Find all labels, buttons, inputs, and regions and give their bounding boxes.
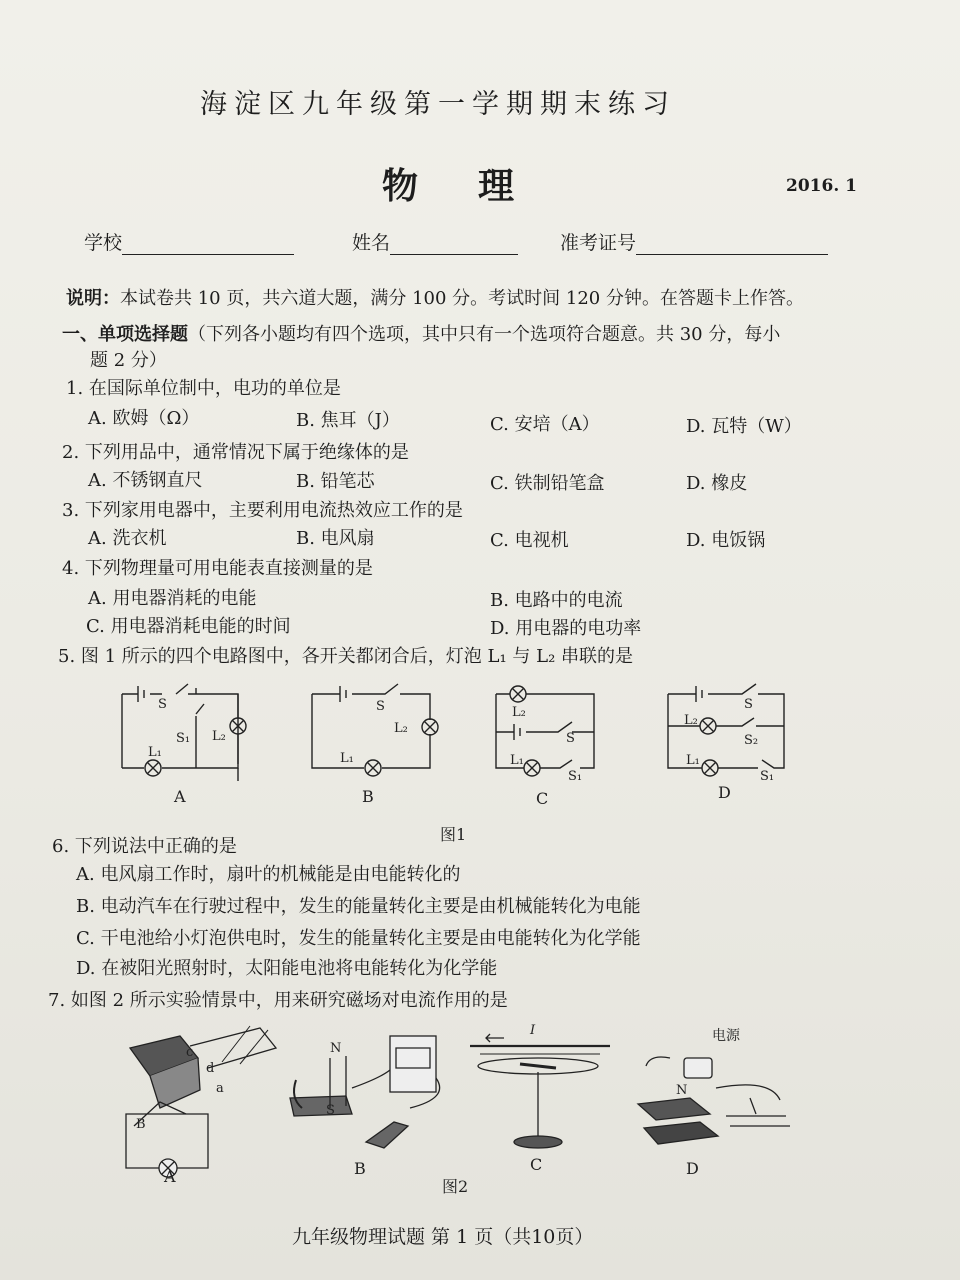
page-footer: 九年级物理试题 第 1 页（共10页） xyxy=(292,1226,594,1248)
circuit-c-s1-label: S₁ xyxy=(568,769,583,784)
exp-d-power-label: 电源 xyxy=(712,1028,740,1044)
experiment-c xyxy=(470,1034,610,1148)
circuit-d-l1-label: L₁ xyxy=(686,753,700,768)
circuit-a-panel-label: A xyxy=(174,787,186,806)
figure-1-circuits xyxy=(100,676,860,846)
q6-option-d: D. 在被阳光照射时，太阳能电池将电能转化为化学能 xyxy=(76,958,498,979)
exp-a-label-c: c xyxy=(186,1045,194,1060)
exp-c-panel-label: C xyxy=(530,1155,543,1174)
figure-1-caption: 图1 xyxy=(440,825,467,844)
experiment-d xyxy=(638,1057,790,1144)
exp-b-panel-label: B xyxy=(354,1159,366,1178)
circuit-c-s-label: S xyxy=(566,731,575,746)
q2-option-c: C. 铁制铅笔盒 xyxy=(490,473,605,494)
experiment-a xyxy=(126,1026,276,1177)
circuit-b-l1-label: L₁ xyxy=(340,751,354,766)
section-title: 一、单项选择题 xyxy=(62,324,188,345)
question-2: 2. 下列用品中，通常情况下属于绝缘体的是 xyxy=(62,442,409,463)
circuit-a-s-label: S xyxy=(158,697,167,712)
instructions-text: 本试卷共 10 页，共六道大题，满分 100 分。考试时间 120 分钟。在答题卡上作答。 xyxy=(120,288,804,309)
question-5: 5. 图 1 所示的四个电路图中，各开关都闭合后，灯泡 L₁ 与 L₂ 串联的是 xyxy=(58,646,634,667)
q4-option-b: B. 电路中的电流 xyxy=(490,590,623,611)
q2-option-d: D. 橡皮 xyxy=(686,473,748,494)
exam-number-label: 准考证号 xyxy=(560,232,637,254)
q3-option-b: B. 电风扇 xyxy=(296,528,375,549)
name-label: 姓名 xyxy=(352,232,391,254)
q1-option-c: C. 安培（A） xyxy=(490,414,600,435)
question-4: 4. 下列物理量可用电能表直接测量的是 xyxy=(62,558,373,579)
q4-option-a: A. 用电器消耗的电能 xyxy=(88,588,257,609)
exp-d-panel-label: D xyxy=(686,1159,699,1178)
circuit-d-panel-label: D xyxy=(718,783,731,802)
school-label: 学校 xyxy=(84,232,123,254)
instructions xyxy=(66,284,804,310)
q1-option-b: B. 焦耳（J） xyxy=(296,410,400,431)
q4-option-c: C. 用电器消耗电能的时间 xyxy=(86,616,291,637)
school-field xyxy=(84,228,294,255)
q2-option-a: A. 不锈钢直尺 xyxy=(88,470,203,491)
section-heading xyxy=(62,322,842,374)
q2-option-b: B. 铅笔芯 xyxy=(296,471,375,492)
exp-b-label-s: S xyxy=(326,1103,335,1118)
exam-title: 海淀区九年级第一学期期末练习 xyxy=(200,89,676,120)
q6-option-c: C. 干电池给小灯泡供电时，发生的能量转化主要是由电能转化为化学能 xyxy=(76,928,641,949)
exam-number-blank xyxy=(636,234,828,255)
question-7: 7. 如图 2 所示实验情景中，用来研究磁场对电流作用的是 xyxy=(48,990,508,1011)
q1-option-a: A. 欧姆（Ω） xyxy=(88,408,200,429)
q4-option-d: D. 用电器的电功率 xyxy=(490,618,642,639)
q3-option-c: C. 电视机 xyxy=(490,530,569,551)
circuit-b-s-label: S xyxy=(376,699,385,714)
question-1: 1. 在国际单位制中，电功的单位是 xyxy=(66,378,341,399)
circuit-a-l1-label: L₁ xyxy=(148,745,162,760)
circuit-c-panel-label: C xyxy=(536,789,549,808)
q6-option-b: B. 电动汽车在行驶过程中，发生的能量转化主要是由机械能转化为电能 xyxy=(76,896,641,917)
exp-c-label-current: I xyxy=(530,1023,536,1038)
circuit-a-l2-label: L₂ xyxy=(212,729,226,744)
section-desc-1: （下列各小题均有四个选项，其中只有一个选项符合题意。共 30 分，每小 xyxy=(188,324,781,345)
q3-option-d: D. 电饭锅 xyxy=(686,530,766,551)
circuit-c-l1-label: L₁ xyxy=(510,753,524,768)
circuit-d-s-label: S xyxy=(744,697,753,712)
circuit-c-l2-label: L₂ xyxy=(512,705,526,720)
circuit-b-l2-label: L₂ xyxy=(394,721,408,736)
q3-option-a: A. 洗衣机 xyxy=(88,528,167,549)
circuit-b xyxy=(312,684,438,776)
circuit-a-s1-label: S₁ xyxy=(176,731,191,746)
school-blank xyxy=(122,234,294,255)
experiment-b xyxy=(290,1036,440,1148)
name-blank xyxy=(390,234,518,255)
exp-b-label-n: N xyxy=(330,1041,342,1056)
exam-date: 2016. 1 xyxy=(786,176,857,196)
question-3: 3. 下列家用电器中，主要利用电流热效应工作的是 xyxy=(62,500,463,521)
exp-a-label-a: a xyxy=(216,1081,224,1096)
circuit-d-s2-label: S₂ xyxy=(744,733,759,748)
exp-a-label-b: B xyxy=(136,1117,146,1132)
exp-a-label-d: d xyxy=(206,1061,215,1076)
figure-2-caption: 图2 xyxy=(442,1177,469,1196)
circuit-d-s1-label: S₁ xyxy=(760,769,775,784)
section-desc-2: 题 2 分） xyxy=(90,350,167,371)
question-6: 6. 下列说法中正确的是 xyxy=(52,836,237,857)
q1-option-d: D. 瓦特（W） xyxy=(686,416,802,437)
q6-option-a: A. 电风扇工作时，扇叶的机械能是由电能转化的 xyxy=(76,864,461,885)
exp-d-label-n: N xyxy=(676,1083,688,1098)
instructions-label: 说明： xyxy=(66,288,120,309)
exp-a-panel-label: A xyxy=(164,1167,176,1186)
circuit-b-panel-label: B xyxy=(362,787,374,806)
subject-title: 物理 xyxy=(382,165,575,207)
circuit-d-l2-label: L₂ xyxy=(684,713,698,728)
figure-2-experiments xyxy=(90,1018,830,1198)
exam-number-field xyxy=(560,228,828,255)
name-field xyxy=(352,228,518,255)
